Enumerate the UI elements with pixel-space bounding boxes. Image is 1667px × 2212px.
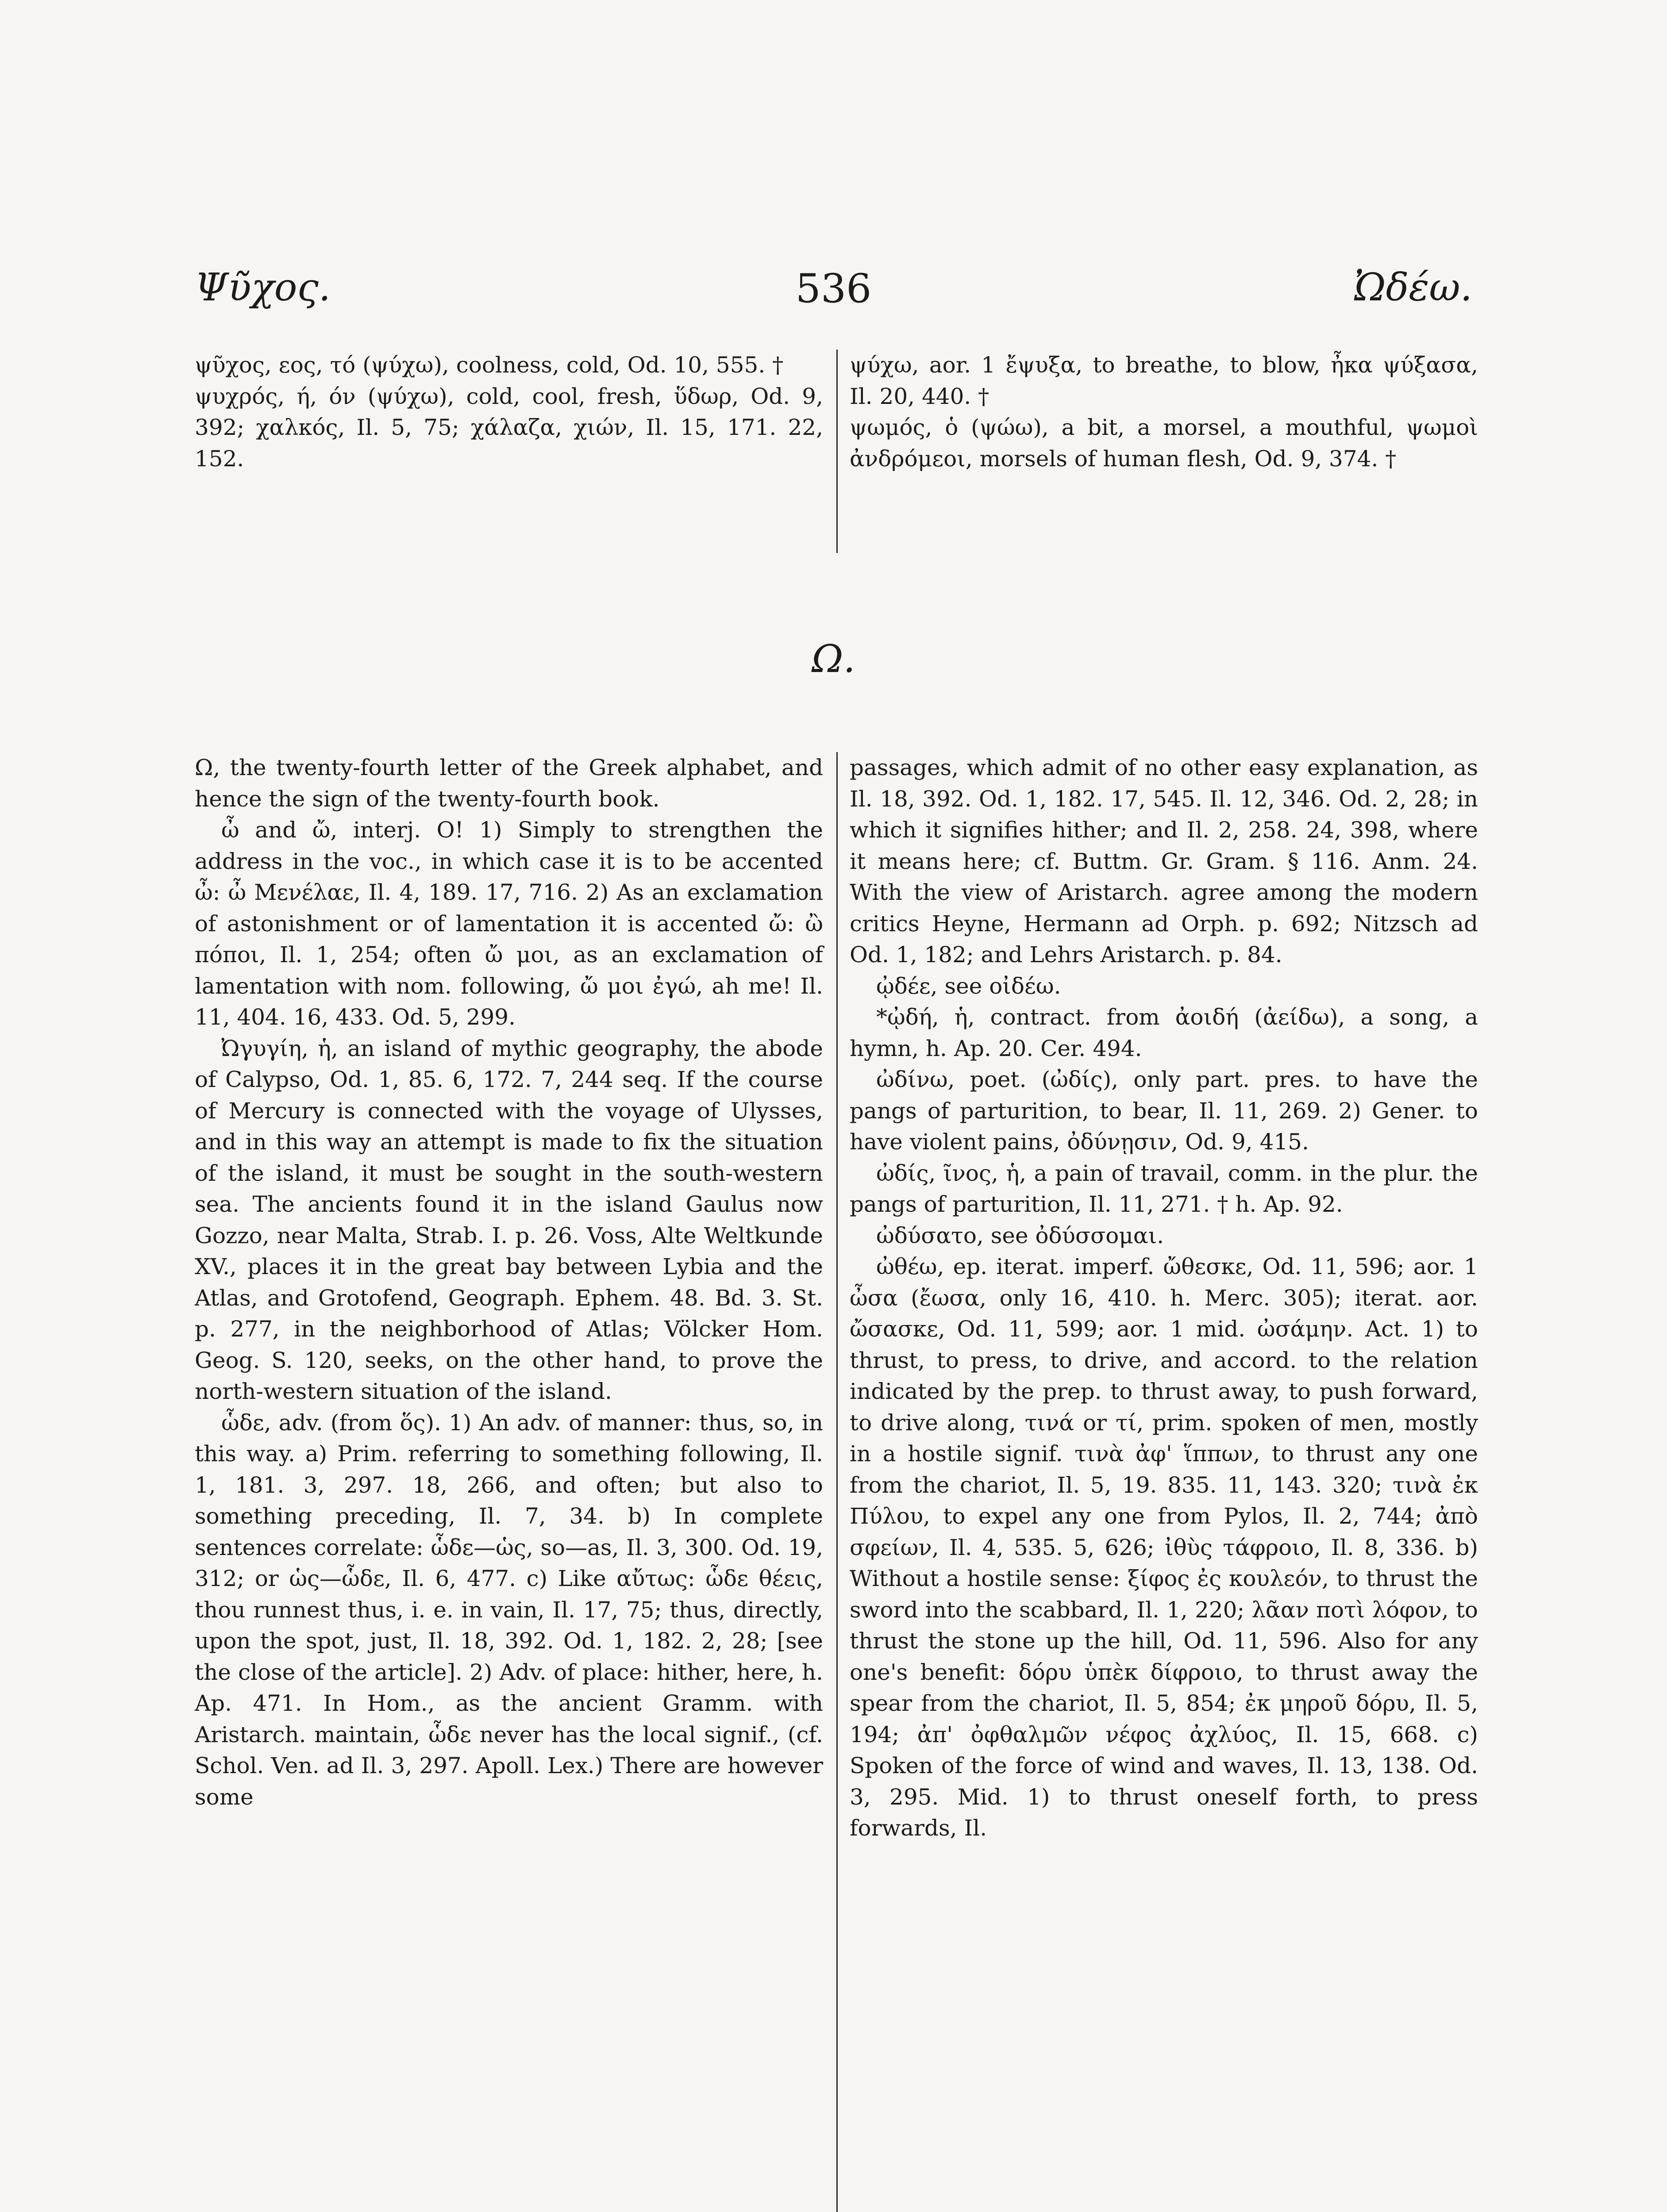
entry: ὠθέω, ep. iterat. imperf. ὤθεσκε, Od. 11, 596; aor. 1 ὦσα (ἔωσα, only 16, 410. h. Merc. 305); iterat. aor. ὤσασκε, Od. 11, 599; aor. 1 mid. ὠσάμην. Act. 1) to thrust, to press, to drive, and accord. to the relation indicated by the prep. to thrust away, to push forward, to drive along, τινά or τί, prim. spoken of men, mostly in a hostile signif. τινὰ ἀφ' ἵππων, to thrust any one from the chariot, Il. 5, 19. 835. 11, 143. 320; τινὰ ἐκ Πύλου, to expel any one from Pylos, Il. 2, 744; ἀπὸ σφείων, Il. 4, 535. 5, 626; ἰθὺς τάφροιο, Il. 8, 336. b) Without a hostile sense: ξίφος ἐς κουλεόν, to thrust the sword into the scabbard, Il. 1, 220; λᾶαν ποτὶ λόφον, to thrust the stone up the hill, Od. 11, 596. Also for any one's benefit: δόρυ ὑπὲκ δίφροιο, to thrust away the spear from the chariot, Il. 5, 854; ἐκ μηροῦ δόρυ, Il. 5, 194; ἀπ' ὀφθαλμῶν νέφος ἀχλύος, Il. 15, 668. c) Spoken of the force of wind and waves, Il. 13, 138. Od. 3, 295. Mid. 1) to thrust oneself forth, to press forwards, Il. <box>850 1254 1478 1841</box>
top-right-column <box>850 349 1478 474</box>
entry: ψωμός, ὁ (ψώω), a bit, a morsel, a mouthful, ψωμοὶ ἀνδρόμεοι, morsels of human flesh, Od. 9, 374. † <box>850 415 1478 472</box>
entry: ὧδε, adv. (from ὅς). 1) An adv. of manner: thus, so, in this way. a) Prim. referring to something following, Il. 1, 181. 3, 297. 18, 266, and often; but also to something preceding, Il. 7, 34. b) In complete sentences correlate: ὧδε—ὡς, so—as, Il. 3, 300. Od. 19, 312; or ὡς—ὧδε, Il. 6, 477. c) Like αὔτως: ὧδε θέεις, thou runnest thus, i. e. in vain, Il. 17, 75; thus, directly, upon the spot, just, Il. 18, 392. Od. 1, 182. 2, 28; [see the close of the article]. 2) Adv. of place: hither, here, h. Ap. 471. In Hom., as the ancient Gramm. with Aristarch. maintain, ὧδε never has the local signif., (cf. Schol. Ven. ad Il. 3, 297. Apoll. Lex.) There are however some <box>195 1409 823 1810</box>
running-head-left: Ψῦχος. <box>195 265 331 310</box>
entry: passages, which admit of no other easy explanation, as Il. 18, 392. Od. 1, 182. 17, 545. Il. 12, 346. Od. 2, 28; in which it signifies hither; and Il. 2, 258. 24, 398, where it means here; cf. Buttm. Gr. Gram. § 116. Anm. 24. With the view of Aristarch. agree among the modern critics Heyne, Hermann ad Orph. p. 692; Nitzsch ad Od. 1, 182; and Lehrs Aristarch. p. 84. <box>850 755 1478 968</box>
entry: ὠδίνω, poet. (ὠδίς), only part. pres. to have the pangs of parturition, to bear, Il. 11, 269. 2) Gener. to have violent pains, ὀδύνῃσιν, Od. 9, 415. <box>850 1067 1478 1155</box>
entry: Ὠγυγίη, ἡ, an island of mythic geography, the abode of Calypso, Od. 1, 85. 6, 172. 7, 244 seq. If the course of Mercury is connected with the voyage of Ulysses, and in this way an attempt is made to fix the situation of the island, it must be sought in the south-western sea. The ancients found it in the island Gaulus now Gozzo, near Malta, Strab. I. p. 26. Voss, Alte Weltkunde XV., places it in the great bay between Lybia and the Atlas, and Grotofend, Geograph. Ephem. 48. Bd. 3. St. p. 277, in the neighborhood of Atlas; Völcker Hom. Geog. S. 120, seeks, on the other hand, to prove the north-western situation of the island. <box>195 1035 823 1404</box>
entry: ψῦχος, εος, τό (ψύχω), coolness, cold, Od. 10, 555. † <box>195 352 784 378</box>
section-letter-heading: Ω. <box>812 637 855 681</box>
entry: Ω, the twenty-fourth letter of the Greek alphabet, and hence the sign of the twenty-fourth book. <box>195 755 823 812</box>
main-left-column <box>195 752 823 1813</box>
entry: *ᾠδή, ἡ, contract. from ἀοιδή (ἀείδω), a song, a hymn, h. Ap. 20. Cer. 494. <box>850 1004 1478 1061</box>
page-header <box>195 265 1472 319</box>
column-divider <box>836 349 838 553</box>
entry: ᾠδέε, see οἰδέω. <box>876 973 1061 999</box>
page-number: 536 <box>795 265 872 312</box>
running-head-right: Ὠδέω. <box>1354 265 1472 310</box>
entry: ψυχρός, ή, όν (ψύχω), cold, cool, fresh, ὕδωρ, Od. 9, 392; χαλκός, Il. 5, 75; χάλαζα, χιών, Il. 15, 171. 22, 152. <box>195 383 823 472</box>
entry: ὦ and ὤ, interj. O! 1) Simply to strengthen the address in the voc., in which case it is to be accented ὦ: ὦ Μενέλαε, Il. 4, 189. 17, 716. 2) As an exclamation of astonishment or of lamentation it is accented ὤ: ὢ πόποι, Il. 1, 254; often ὤ μοι, as an exclamation of lamentation with nom. following, ὤ μοι ἐγώ, ah me! Il. 11, 404. 16, 433. Od. 5, 299. <box>195 817 823 1030</box>
entry: ὠδύσατο, see ὀδύσσομαι. <box>876 1222 1164 1248</box>
entry: ψύχω, aor. 1 ἔψυξα, to breathe, to blow, ἦκα ψύξασα, Il. 20, 440. † <box>850 352 1478 409</box>
main-right-column <box>850 752 1478 1844</box>
entry: ὠδίς, ῖνος, ἡ, a pain of travail, comm. in the plur. the pangs of parturition, Il. 11, 271. † h. Ap. 92. <box>850 1160 1478 1217</box>
top-left-column <box>195 349 823 474</box>
column-divider <box>836 752 838 2212</box>
